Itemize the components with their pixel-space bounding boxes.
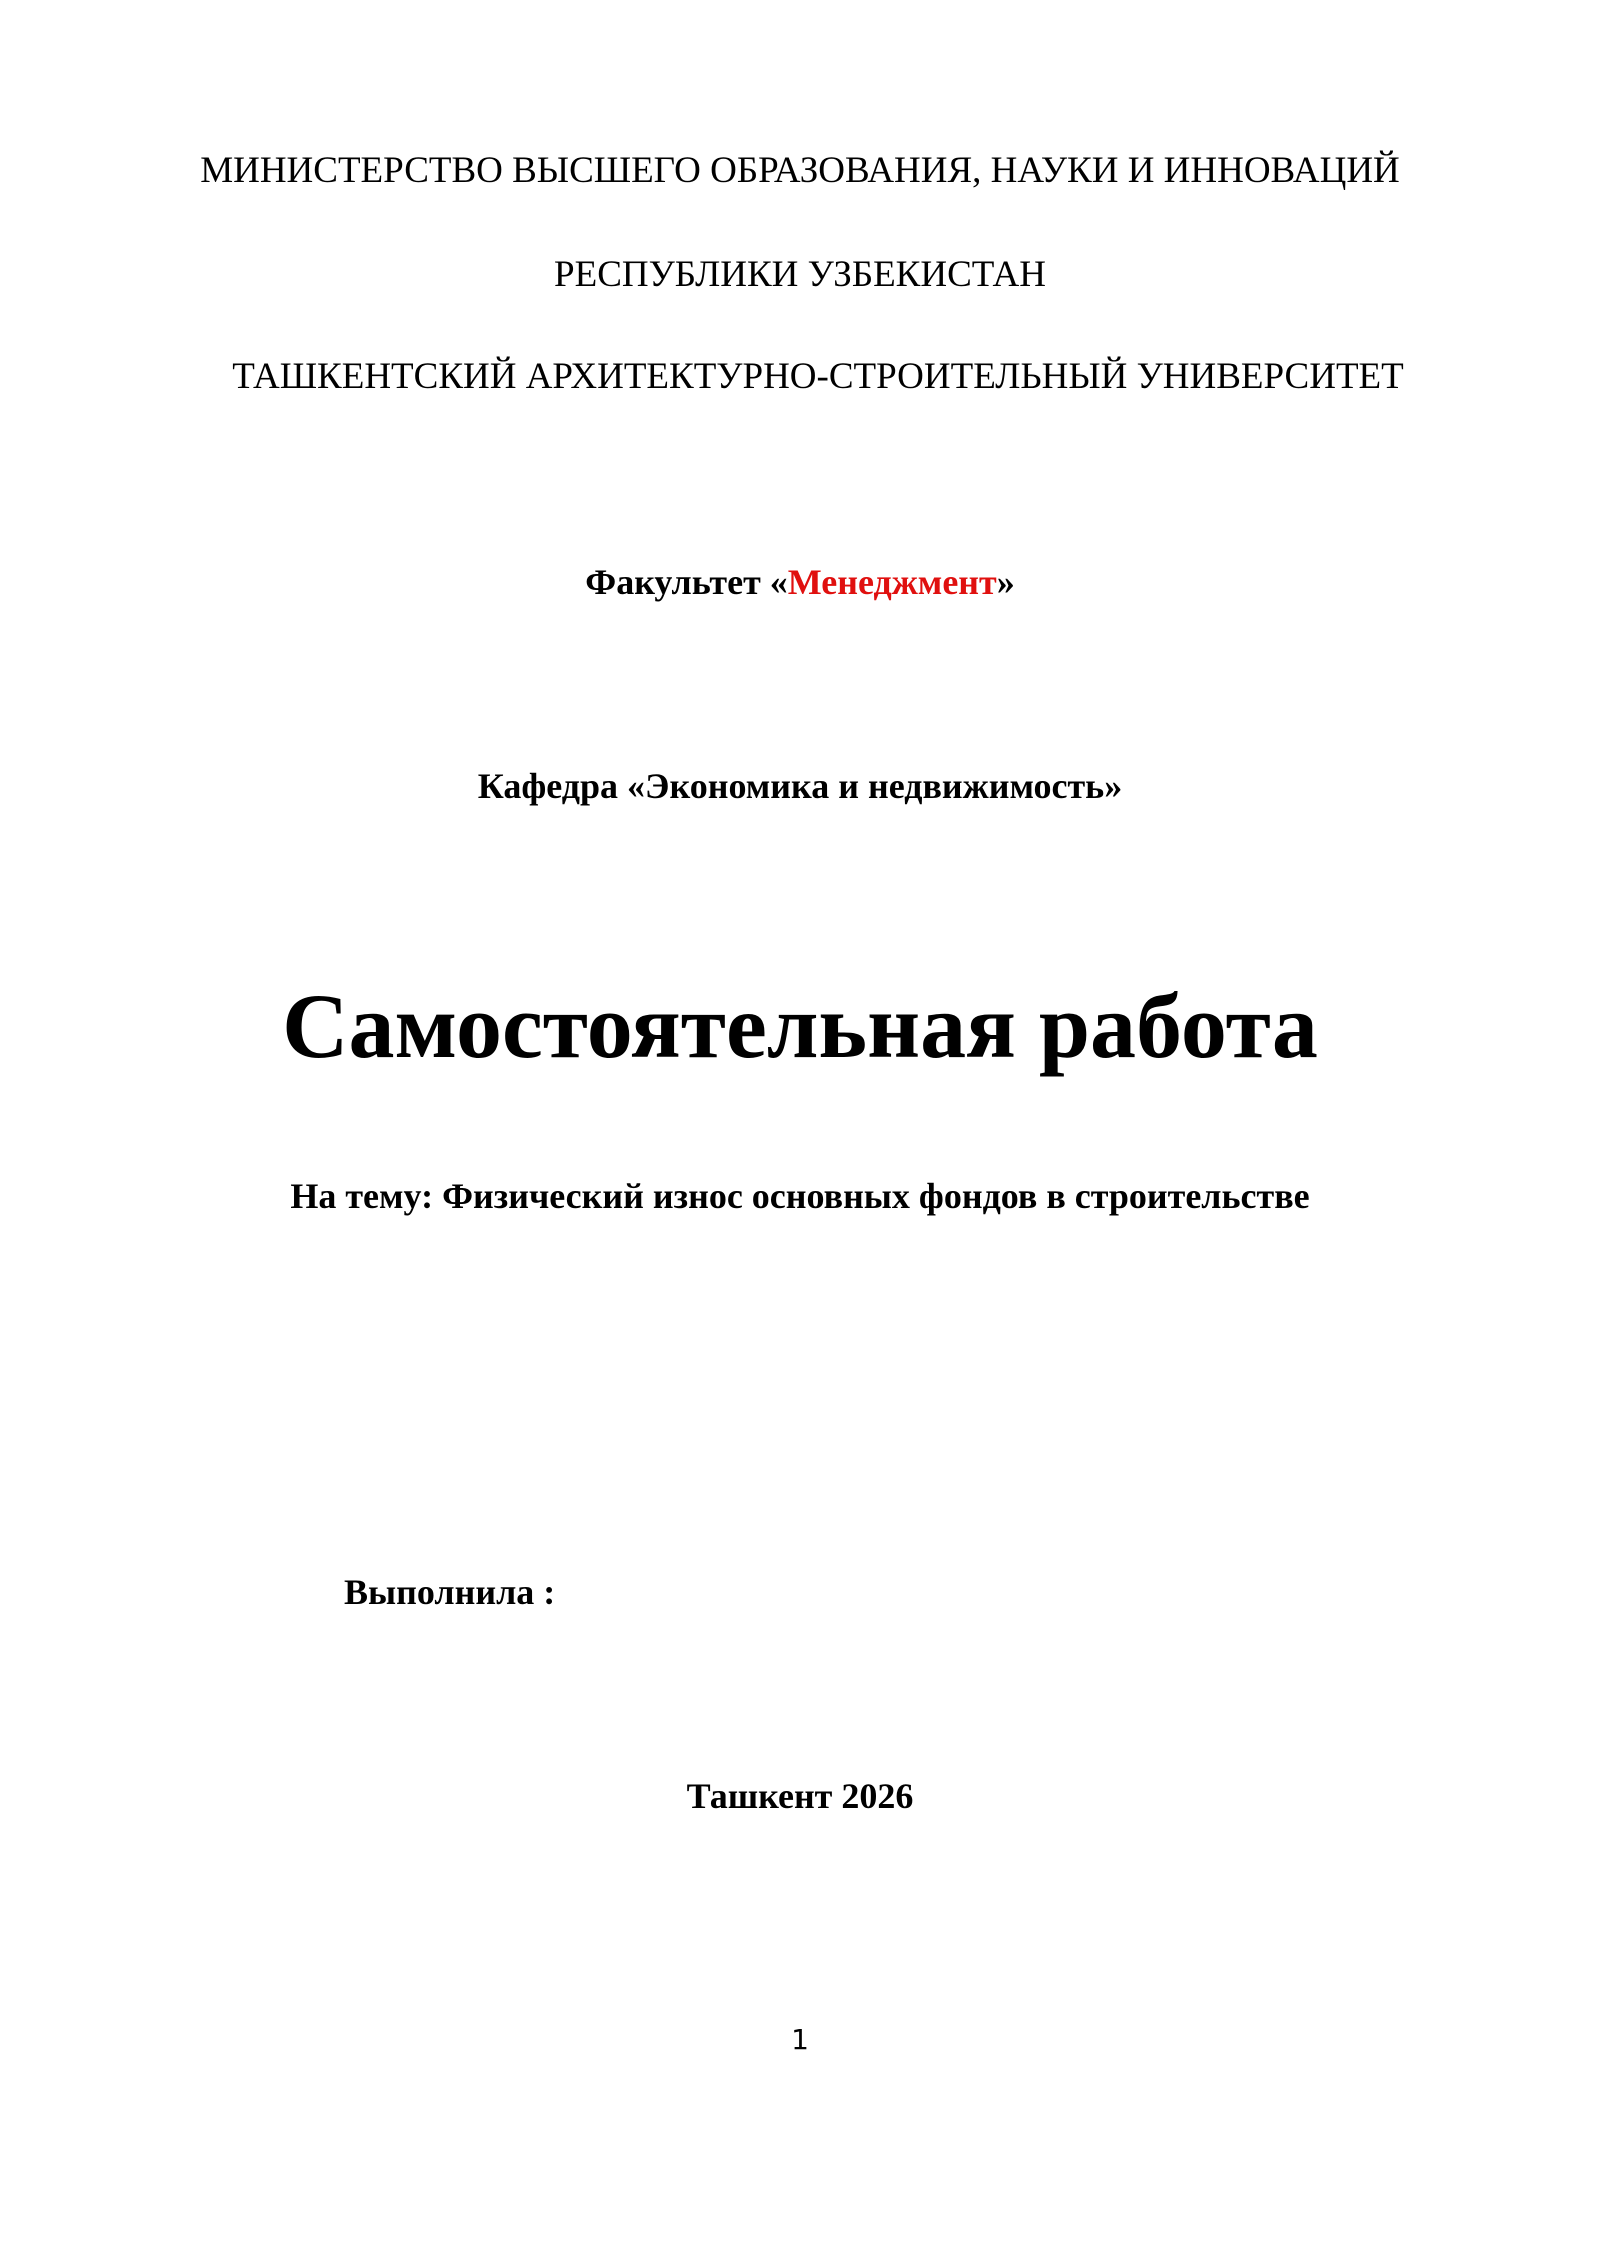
ministry-title-line-1: МИНИСТЕРСТВО ВЫСШЕГО ОБРАЗОВАНИЯ, НАУКИ И ИННОВАЦИЙ xyxy=(200,150,1400,191)
topic-line: На тему: Физический износ основных фондов в строительстве xyxy=(290,1176,1310,1216)
page-number: 1 xyxy=(791,2023,809,2056)
department-name: Кафедра «Экономика и недвижимость» xyxy=(477,766,1123,806)
performed-by-label: Выполнила : xyxy=(344,1572,556,1612)
faculty-prefix: Факультет « xyxy=(585,562,788,602)
document-title: Самостоятельная работа xyxy=(282,975,1318,1077)
city-year: Ташкент 2026 xyxy=(686,1776,914,1816)
university-name: ТАШКЕНТСКИЙ АРХИТЕКТУРНО-СТРОИТЕЛЬНЫЙ УНИВЕРСИТЕТ xyxy=(232,356,1404,397)
faculty-line xyxy=(0,564,1600,600)
faculty-name: Менеджмент xyxy=(787,562,997,602)
faculty-suffix: » xyxy=(996,562,1015,602)
ministry-title-line-2: РЕСПУБЛИКИ УЗБЕКИСТАН xyxy=(554,254,1046,295)
